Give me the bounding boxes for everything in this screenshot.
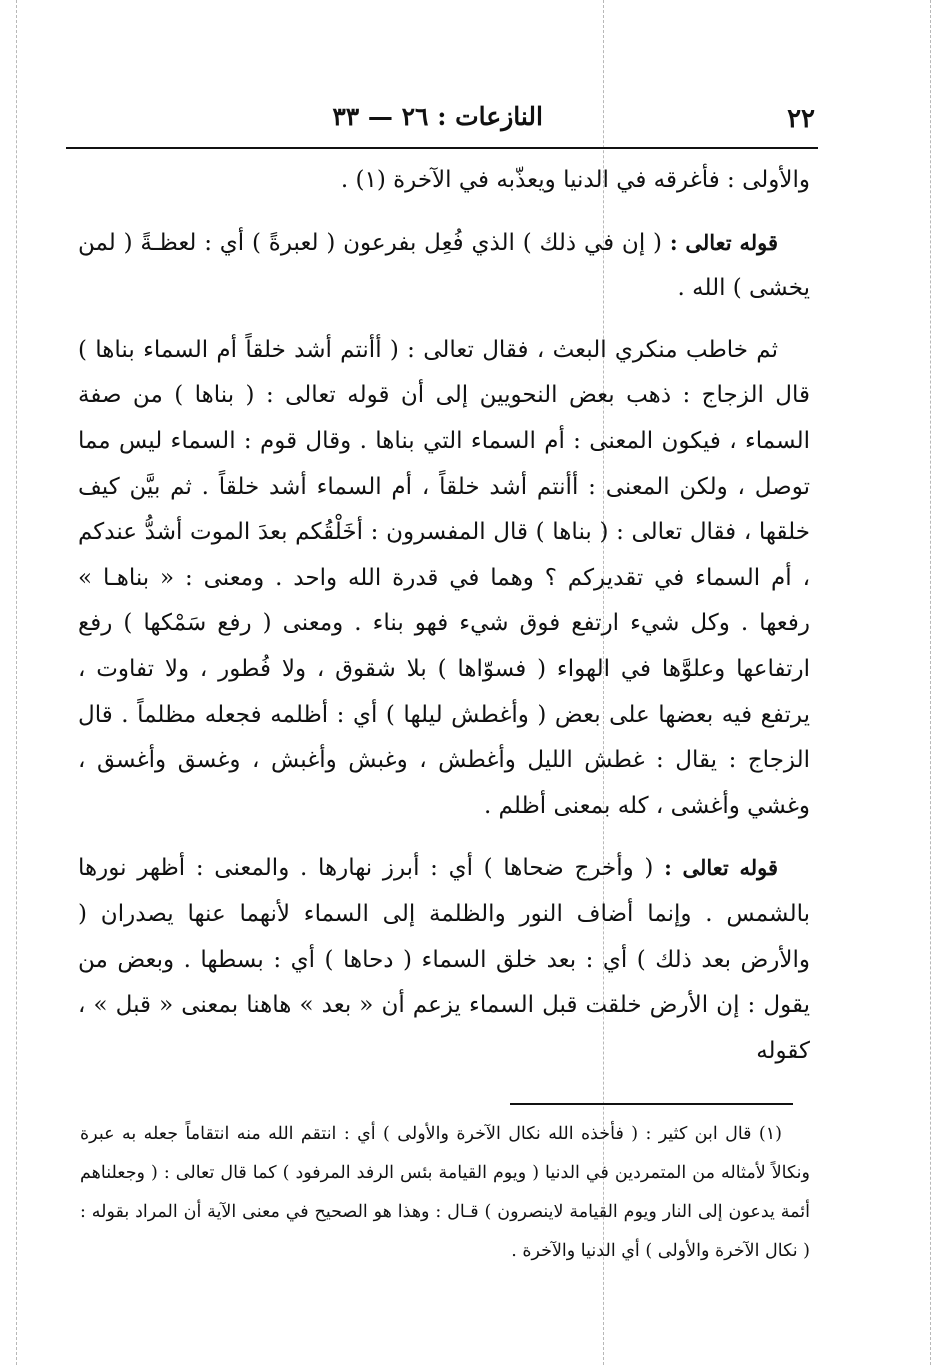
paragraph [78, 845, 810, 1074]
footnote-rule [510, 1103, 793, 1105]
footnotes [80, 1115, 810, 1271]
scan-guide-line-left [16, 0, 17, 1365]
paragraph: ثم خاطب منكري البعث ، فقال تعالى : ( أأنتم أشد خلقاً أم السماء بناها ) قال الزجاج : ذهب بعض النحويين إلى أن قوله تعالى : ( بناها ) من صفة السماء ، فيكون المعنى : أم السماء التي بناها . وقال قوم : السماء ليس مما توصل ، ولكن المعنى : أأنتم أشد خلقاً ، أم السماء أشد خلقاً . ثم بيَّن كيف خلقها ، فقال تعالى : ( بناها ) قال المفسرون : أخَلْقُكم بعدَ الموت أشدُّ عندكم ، أم السماء في تقديركم ؟ وهما في قدرة الله واحد . ومعنى : « بناهـا » رفعها . وكل شيء ارتفع فوق شيء فهو بناء . ومعنى ( رفع سَمْكها ) رفع ارتفاعها وعلوَّها في الهواء ( فسوّاها ) بلا شقوق ، ولا فُطور ، ولا تفاوت ، يرتفع فيه بعضها على بعض ( وأغطش ليلها ) أي : أظلمه فجعله مظلماً . قال الزجاج : يقال : غطش الليل وأغطش ، وغبش وأغبش ، وغسق وأغسق ، وغشي وأغشى ، كله بمعنى أظلم . [78, 336, 810, 819]
paragraph: والأولى : فأغرقه في الدنيا ويعذّبه في الآخرة (١) . [340, 167, 810, 193]
footnote: (١) قال ابن كثير : ( فأخذه الله نكال الآخرة والأولى ) أي : انتقم الله منه انتقاماً جعله به عبرة ونكالاً لأمثاله من المتمردين في الدنيا ( ويوم القيامة بئس الرفد المرفود ) كما قال تعالى : ( وجعلناهم أئمة يدعون إلى النار ويوم القيامة لاينصرون ) قـال : وهذا هو الصحيح في معنى الآية أن المراد بقوله : ( نكال الآخرة والأولى ) أي الدنيا والآخرة . [80, 1124, 810, 1261]
paragraph-text: ( إن في ذلك ) الذي فُعِل بفرعون ( لعبرةً ) أي : لعظـةً ( لمن يخشى ) الله . [78, 229, 810, 302]
header-rule [66, 147, 818, 149]
main-text [78, 158, 810, 1074]
page-header [70, 100, 815, 144]
paragraph [78, 220, 810, 312]
verse-lead: قوله تعالى : [669, 229, 778, 255]
verse-lead: قوله تعالى : [664, 855, 778, 881]
paragraph-text: ( وأخرج ضحاها ) أي : أبرز نهارها . والمعنى : أظهر نورها بالشمس . وإنما أضاف النور والظلمة إلى السماء لأنهما عنها يصدران ( والأرض بعد ذلك ) أي : بعد خلق السماء ( دحاها ) أي : بسطها . وبعض من يقول : إن الأرض خلقت قبل السماء يزعم أن « بعد » هاهنا بمعنى « قبل » ، كقوله [78, 855, 810, 1064]
scan-guide-line-right [930, 0, 931, 1365]
page-number: ٢٢ [787, 104, 815, 134]
running-title: النازعات : ٢٦ — ٣٣ [332, 102, 543, 131]
